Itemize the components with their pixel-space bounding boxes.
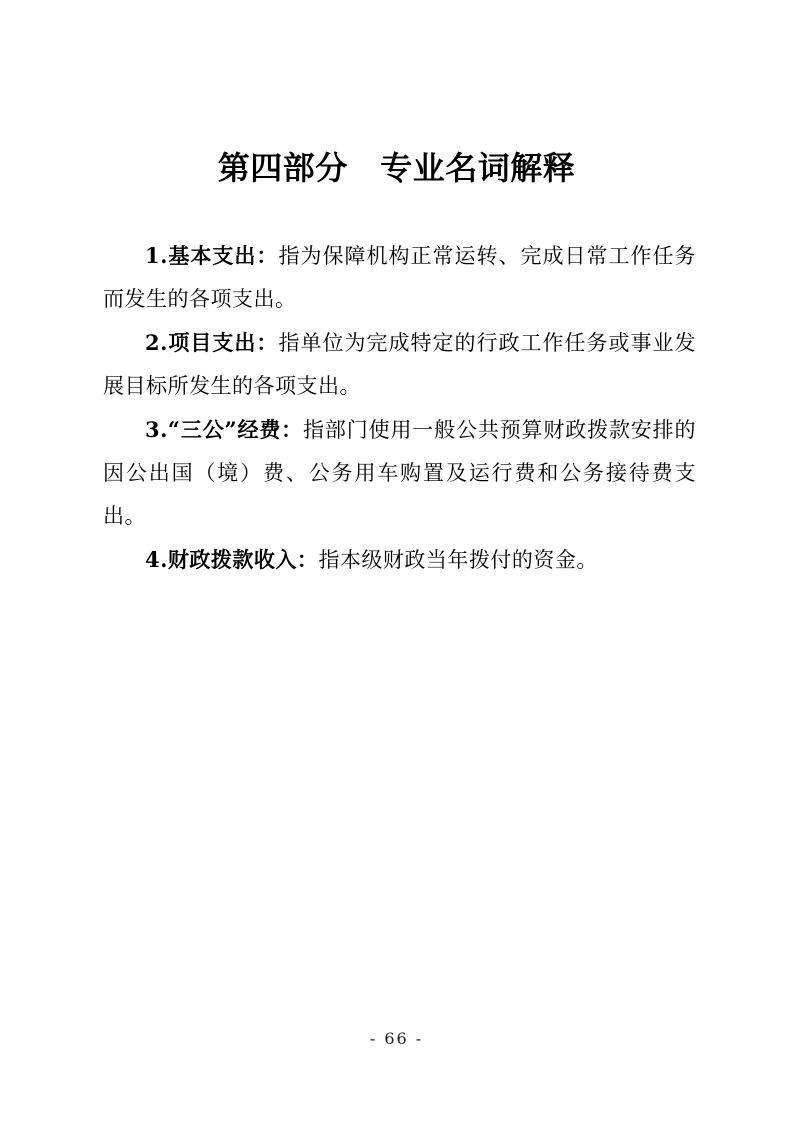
term-definition: 指为保障机构正常运转、完成日常工作任务而发生的各项支出。 [103, 244, 696, 311]
term-definition: 指部门使用一般公共预算财政拨款安排的因公出国（境）费、公务用车购置及运行费和公务接待费支出。 [103, 418, 696, 528]
term-label: 4.财政拨款收入： [145, 547, 319, 572]
term-definition: 指本级财政当年拨付的资金。 [318, 548, 598, 572]
term-label: 2.项目支出： [145, 330, 279, 355]
document-body [103, 234, 696, 582]
page-number: - 66 - [369, 1029, 424, 1048]
definition-paragraph-three-public-funds [103, 408, 696, 538]
page-title: 第四部分 专业名词解释 [217, 149, 576, 187]
term-definition: 指单位为完成特定的行政工作任务或事业发展目标所发生的各项支出。 [103, 331, 696, 398]
definition-paragraph-basic-expenditure [103, 234, 696, 321]
term-label: 3.“三公”经费： [145, 417, 304, 442]
definition-paragraph-fiscal-appropriation-income [103, 538, 696, 582]
definition-paragraph-project-expenditure [103, 321, 696, 408]
term-label: 1.基本支出： [145, 243, 279, 268]
